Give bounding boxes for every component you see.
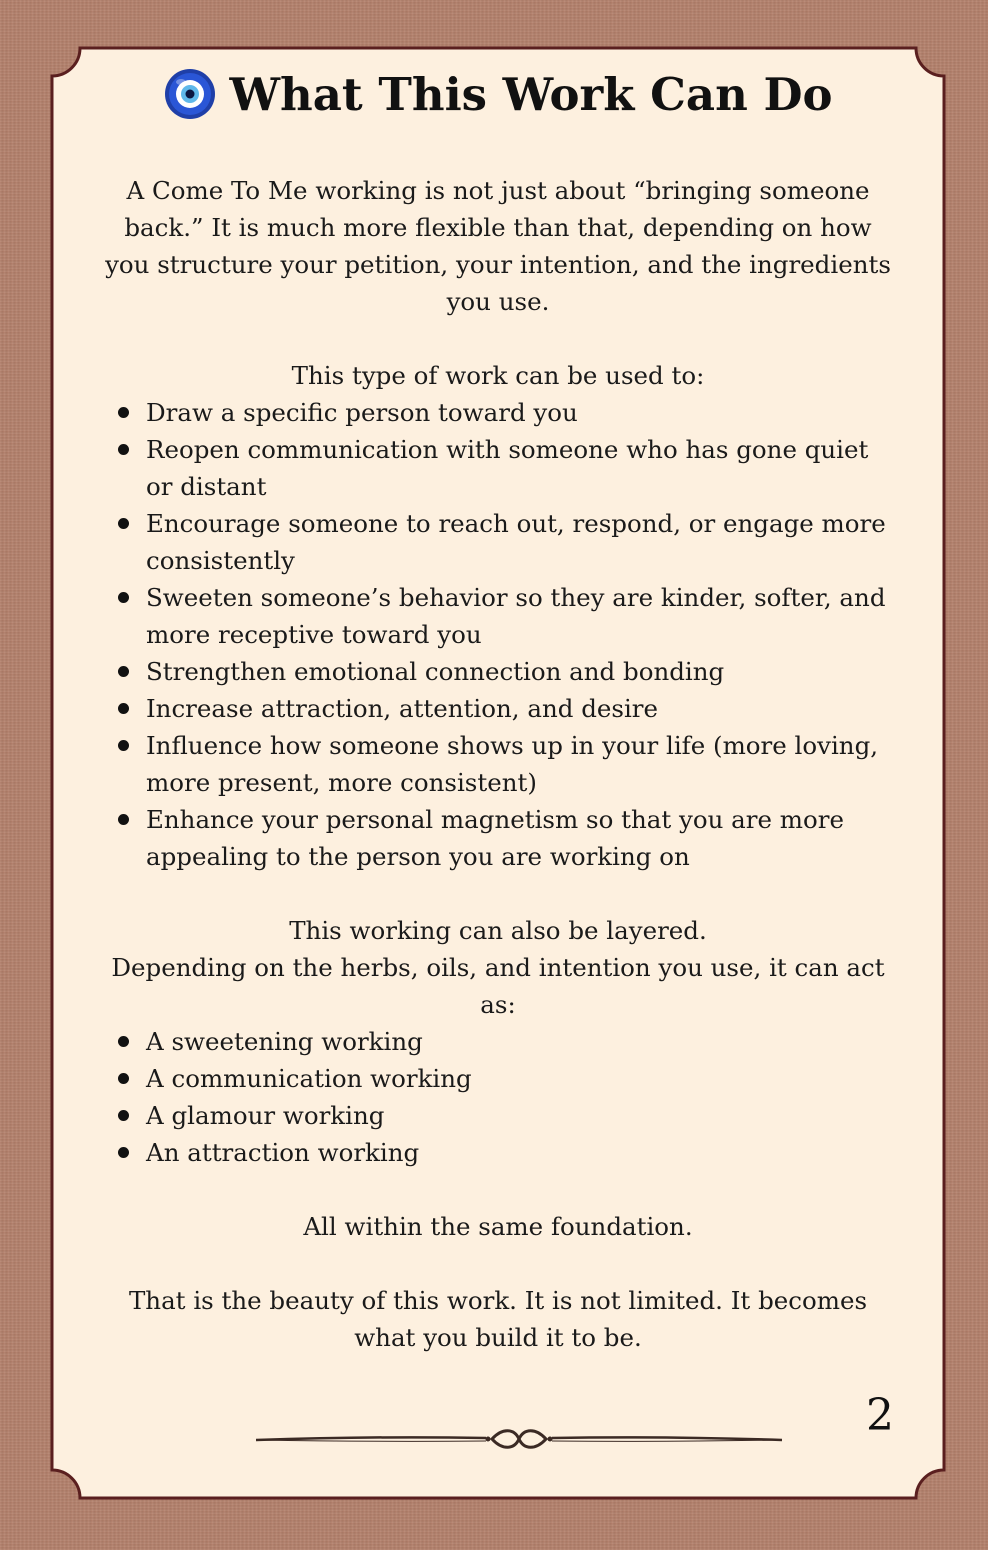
- closing-paragraph: That is the beauty of this work. It is not limited. It becomes what you build it to be.: [128, 1286, 868, 1352]
- list-item: Encourage someone to reach out, respond, or engage more consistently: [146, 505, 896, 579]
- page-content: [100, 66, 896, 1356]
- page-number: 2: [866, 1390, 894, 1441]
- bullet-icon: [118, 814, 129, 825]
- list-item: Influence how someone shows up in your life (more loving, more present, more consistent): [146, 727, 896, 801]
- bullet-icon: [118, 1147, 129, 1158]
- bullet-icon: [118, 444, 129, 455]
- bullet-icon: [118, 1073, 129, 1084]
- layered-paragraph: [100, 912, 896, 1023]
- page-card: [50, 46, 946, 1500]
- list-item: A communication working: [146, 1060, 896, 1097]
- list-lead: This type of work can be used to:: [291, 361, 705, 390]
- list-item: Reopen communication with someone who has gone quiet or distant: [146, 431, 896, 505]
- evil-eye-icon: [164, 68, 216, 120]
- list-item: An attraction working: [146, 1134, 896, 1171]
- bullet-icon: [118, 703, 129, 714]
- list-item: Sweeten someone’s behavior so they are kinder, softer, and more receptive toward you: [146, 579, 896, 653]
- bullet-icon: [118, 666, 129, 677]
- bullet-icon: [118, 1036, 129, 1047]
- acts-as-list: [100, 1023, 896, 1171]
- list-item: Enhance your personal magnetism so that you are more appealing to the person you are working on: [146, 801, 896, 875]
- layered-line-2: Depending on the herbs, oils, and intention you use, it can act as:: [111, 953, 885, 1019]
- bullet-icon: [118, 407, 129, 418]
- flourish-divider-icon: [256, 1424, 782, 1456]
- bullet-icon: [118, 1110, 129, 1121]
- bullet-icon: [118, 592, 129, 603]
- intro-paragraph: A Come To Me working is not just about “bringing someone back.” It is much more flexible than that, depending on how you structure your petition, your intention, and the ingredients you use.: [105, 176, 891, 316]
- foundation-line: All within the same foundation.: [303, 1212, 693, 1241]
- list-item: Strengthen emotional connection and bonding: [146, 653, 896, 690]
- list-item: A sweetening working: [146, 1023, 896, 1060]
- page-title-text: What This Work Can Do: [229, 67, 833, 121]
- layered-line-1: This working can also be layered.: [289, 916, 707, 945]
- bullet-icon: [118, 740, 129, 751]
- list-item: Increase attraction, attention, and desire: [146, 690, 896, 727]
- uses-list: [100, 394, 896, 875]
- bullet-icon: [118, 518, 129, 529]
- page-title: [100, 66, 896, 122]
- list-item: Draw a specific person toward you: [146, 394, 896, 431]
- list-item: A glamour working: [146, 1097, 896, 1134]
